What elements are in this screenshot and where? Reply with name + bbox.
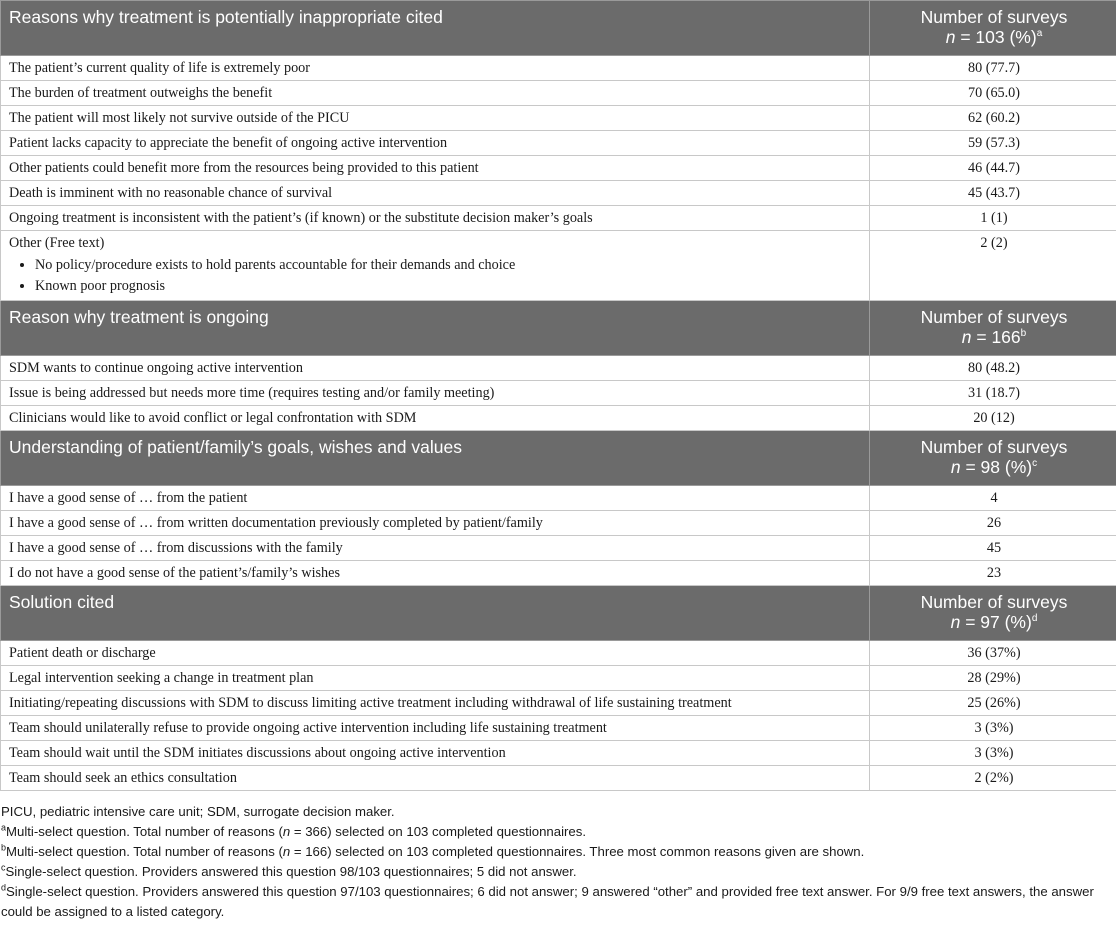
row-label: Other patients could benefit more from the resources being provided to this patient — [1, 156, 870, 181]
count-header — [870, 431, 1116, 486]
row-value: 2 (2) — [870, 231, 1116, 301]
footnote-text: = 366) selected on 103 completed questionnaires. — [290, 824, 587, 839]
count-total: = 166 — [971, 327, 1021, 347]
row-value: 25 (26%) — [870, 691, 1116, 716]
footnote-mark: d — [1031, 613, 1038, 625]
section-title: Reasons why treatment is potentially inappropriate cited — [1, 1, 870, 56]
count-header-line2 — [878, 457, 1110, 477]
table-row — [1, 666, 1116, 691]
footnote-mark: c — [1032, 458, 1038, 470]
n-symbol: n — [950, 457, 961, 477]
row-value: 26 — [870, 511, 1116, 536]
row-value: 62 (60.2) — [870, 106, 1116, 131]
other-bullet-list — [9, 255, 863, 297]
count-header-line1: Number of surveys — [920, 307, 1068, 327]
other-label: Other (Free text) — [9, 235, 105, 251]
row-value: 70 (65.0) — [870, 81, 1116, 106]
section-title: Solution cited — [1, 586, 870, 641]
row-label: Issue is being addressed but needs more time (requires testing and/or family meeting) — [1, 381, 870, 406]
n-symbol: n — [961, 327, 972, 347]
row-label: Initiating/repeating discussions with SDM to discuss limiting active treatment including withdrawal of life sustaining treatment — [1, 691, 870, 716]
count-header-line2 — [878, 27, 1110, 47]
section-header-solution — [1, 586, 1116, 641]
list-item: • No policy/procedure exists to hold parents accountable for their demands and choice — [35, 255, 863, 276]
row-value: 45 — [870, 536, 1116, 561]
row-label: I have a good sense of … from discussions with the family — [1, 536, 870, 561]
row-label: Patient lacks capacity to appreciate the benefit of ongoing active intervention — [1, 131, 870, 156]
count-header-line1: Number of surveys — [920, 437, 1068, 457]
count-total: = 98 (%) — [960, 457, 1033, 477]
table-row — [1, 536, 1116, 561]
footnote-a — [1, 822, 1116, 842]
row-value: 4 — [870, 486, 1116, 511]
count-total: = 97 (%) — [960, 612, 1032, 632]
n-symbol: n — [282, 824, 291, 839]
row-value: 31 (18.7) — [870, 381, 1116, 406]
row-label: Team should seek an ethics consultation — [1, 766, 870, 791]
count-header-line2 — [878, 612, 1110, 632]
row-label: Clinicians would like to avoid conflict or legal confrontation with SDM — [1, 406, 870, 431]
table-row — [1, 181, 1116, 206]
footnote-mark: d — [1, 882, 7, 893]
row-label-other — [1, 231, 870, 301]
footnote-mark: b — [1, 842, 7, 853]
section-header-understanding — [1, 431, 1116, 486]
row-label: SDM wants to continue ongoing active intervention — [1, 356, 870, 381]
row-value: 80 (77.7) — [870, 56, 1116, 81]
footnote-d — [1, 882, 1116, 922]
section-header-ongoing — [1, 301, 1116, 356]
footnote-text: Multi-select question. Total number of reasons ( — [6, 844, 283, 859]
footnote-text: = 166) selected on 103 completed questionnaires. Three most common reasons given are shown. — [290, 844, 865, 859]
table-row — [1, 691, 1116, 716]
footnote-abbreviations: PICU, pediatric intensive care unit; SDM, surrogate decision maker. — [1, 804, 395, 819]
row-label: The patient will most likely not survive outside of the PICU — [1, 106, 870, 131]
table-row — [1, 81, 1116, 106]
row-value: 36 (37%) — [870, 641, 1116, 666]
row-value: 59 (57.3) — [870, 131, 1116, 156]
footnotes — [0, 791, 1116, 922]
row-value: 46 (44.7) — [870, 156, 1116, 181]
table-row — [1, 641, 1116, 666]
table-row — [1, 511, 1116, 536]
list-item: • Known poor prognosis — [35, 276, 863, 297]
footnote-mark: a — [1, 822, 7, 833]
footnote-text: Single-select question. Providers answered this question 97/103 questionnaires; 6 did not answer; 9 answered “other” and provided free text answer. For 9/9 free text answers, the answer could be assigned to a listed category. — [1, 884, 1094, 919]
row-value: 20 (12) — [870, 406, 1116, 431]
table-row — [1, 381, 1116, 406]
row-label: Death is imminent with no reasonable chance of survival — [1, 181, 870, 206]
n-symbol: n — [282, 844, 291, 859]
table-row — [1, 56, 1116, 81]
table-row — [1, 131, 1116, 156]
row-value: 1 (1) — [870, 206, 1116, 231]
row-label: I have a good sense of … from the patient — [1, 486, 870, 511]
row-value: 2 (2%) — [870, 766, 1116, 791]
table-row — [1, 741, 1116, 766]
footnote-text: Multi-select question. Total number of reasons ( — [6, 824, 283, 839]
section-title: Understanding of patient/family’s goals, wishes and values — [1, 431, 870, 486]
row-value: 45 (43.7) — [870, 181, 1116, 206]
footnote-mark: b — [1020, 328, 1027, 340]
footnote-mark: a — [1036, 28, 1043, 40]
row-label: The burden of treatment outweighs the benefit — [1, 81, 870, 106]
row-value: 23 — [870, 561, 1116, 586]
row-label: I do not have a good sense of the patient’s/family’s wishes — [1, 561, 870, 586]
row-value: 80 (48.2) — [870, 356, 1116, 381]
row-value: 3 (3%) — [870, 741, 1116, 766]
table-row — [1, 486, 1116, 511]
row-label: Patient death or discharge — [1, 641, 870, 666]
table-row — [1, 716, 1116, 741]
row-label: Team should wait until the SDM initiates discussions about ongoing active intervention — [1, 741, 870, 766]
section-header-inappropriate — [1, 1, 1116, 56]
n-symbol: n — [950, 612, 961, 632]
count-header-line1: Number of surveys — [920, 7, 1068, 27]
n-symbol: n — [945, 27, 956, 47]
row-value: 3 (3%) — [870, 716, 1116, 741]
footnote-c — [1, 862, 1116, 882]
footnote-text: Single-select question. Providers answered this question 98/103 questionnaires; 5 did not answer. — [5, 864, 577, 879]
table-row — [1, 561, 1116, 586]
footnote-mark: c — [1, 862, 6, 873]
table-row — [1, 766, 1116, 791]
table-row — [1, 356, 1116, 381]
row-label: Legal intervention seeking a change in treatment plan — [1, 666, 870, 691]
footnote-b — [1, 842, 1116, 862]
count-header-line1: Number of surveys — [920, 592, 1068, 612]
row-value: 28 (29%) — [870, 666, 1116, 691]
table-row-other — [1, 231, 1116, 301]
count-total: = 103 (%) — [955, 27, 1037, 47]
row-label: Team should unilaterally refuse to provide ongoing active intervention including life sustaining treatment — [1, 716, 870, 741]
section-title: Reason why treatment is ongoing — [1, 301, 870, 356]
count-header — [870, 586, 1116, 641]
count-header-line2 — [878, 327, 1110, 347]
table-row — [1, 206, 1116, 231]
count-header — [870, 301, 1116, 356]
row-label: The patient’s current quality of life is extremely poor — [1, 56, 870, 81]
row-label: Ongoing treatment is inconsistent with the patient’s (if known) or the substitute decision maker’s goals — [1, 206, 870, 231]
table-row — [1, 106, 1116, 131]
row-label: I have a good sense of … from written documentation previously completed by patient/family — [1, 511, 870, 536]
table-row — [1, 156, 1116, 181]
table-row — [1, 406, 1116, 431]
count-header — [870, 1, 1116, 56]
